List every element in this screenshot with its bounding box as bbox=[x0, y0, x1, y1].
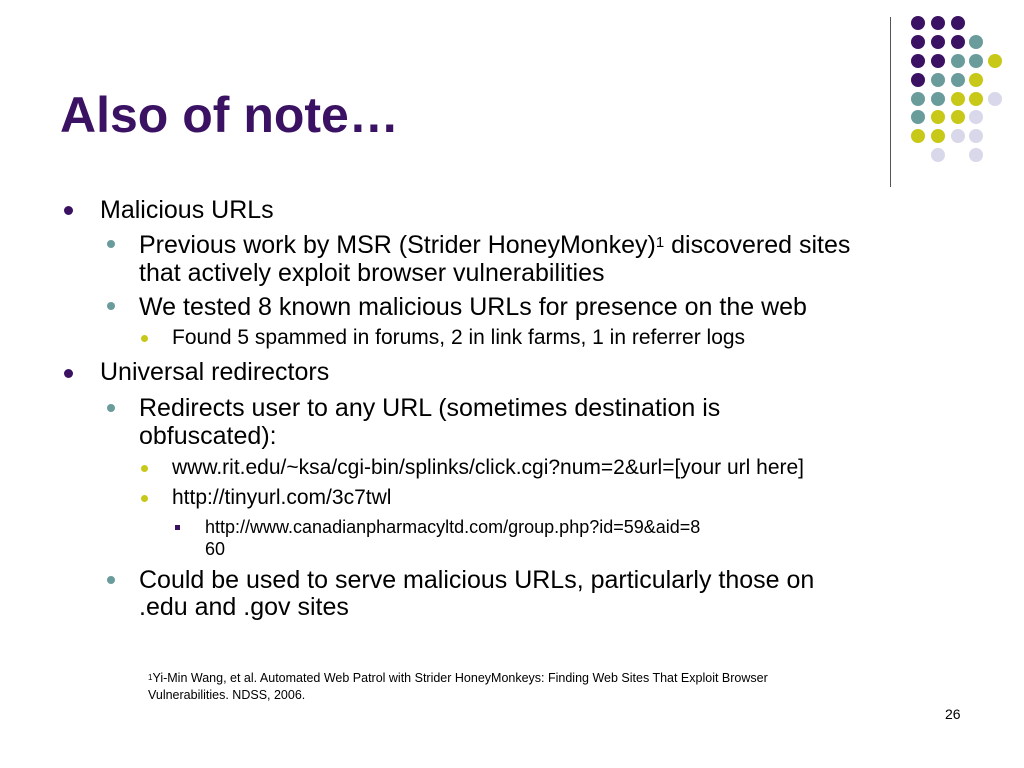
slide-title: Also of note… bbox=[60, 87, 399, 143]
bullet-text-canadian-url-cont: 60 bbox=[205, 539, 226, 559]
bullet-text-could-be-used: Could be used to serve malicious URLs, particularly those on bbox=[139, 566, 815, 594]
bullet-level1 bbox=[64, 206, 73, 215]
bullet-text-could-be-used-cont: .edu and .gov sites bbox=[139, 593, 349, 621]
bullet-level3 bbox=[141, 495, 148, 502]
bullet-level1 bbox=[64, 369, 73, 378]
bullet-text-redirects-user: Redirects user to any URL (sometimes destination is bbox=[139, 394, 721, 422]
footnote-text-line1: Yi-Min Wang, et al. Automated Web Patrol with Strider HoneyMonkeys: Finding Web Sites That Exploit Browser bbox=[152, 671, 768, 685]
bullet-text-previous-work-cont: that actively exploit browser vulnerabilities bbox=[139, 259, 605, 287]
bullet-text-found-5: Found 5 spammed in forums, 2 in link farms, 1 in referrer logs bbox=[172, 326, 746, 349]
bullet-text-rit-url: www.rit.edu/~ksa/cgi-bin/splinks/click.cgi?num=2&url=[your url here] bbox=[172, 456, 805, 479]
footnote-marker: 1 bbox=[148, 673, 153, 682]
text-previous-work-post: discovered sites bbox=[664, 231, 851, 259]
footnote-line2: Vulnerabilities. NDSS, 2006. bbox=[148, 688, 306, 702]
bullet-text-canadian-url: http://www.canadianpharmacyltd.com/group.php?id=59&aid=8 bbox=[205, 517, 701, 537]
bullet-text-previous-work bbox=[139, 231, 850, 259]
bullet-text-universal-redirectors: Universal redirectors bbox=[100, 358, 330, 386]
bullet-level4 bbox=[175, 525, 180, 530]
text-previous-work-pre: Previous work by MSR (Strider HoneyMonkey) bbox=[139, 231, 656, 259]
bullet-level2 bbox=[107, 576, 115, 584]
bullet-level3 bbox=[141, 335, 148, 342]
footnote-line1 bbox=[148, 670, 888, 687]
page-number: 26 bbox=[945, 706, 961, 722]
bullet-text-tinyurl: http://tinyurl.com/3c7twl bbox=[172, 486, 392, 509]
bullet-text-we-tested: We tested 8 known malicious URLs for presence on the web bbox=[139, 293, 807, 321]
bullet-text-malicious-urls: Malicious URLs bbox=[100, 196, 274, 224]
footnote bbox=[148, 670, 888, 704]
bullet-level2 bbox=[107, 302, 115, 310]
bullet-level3 bbox=[141, 465, 148, 472]
footnote-ref: 1 bbox=[655, 234, 665, 251]
bullet-level2 bbox=[107, 404, 115, 412]
bullet-level2 bbox=[107, 240, 115, 248]
bullet-text-redirects-user-cont: obfuscated): bbox=[139, 422, 277, 450]
